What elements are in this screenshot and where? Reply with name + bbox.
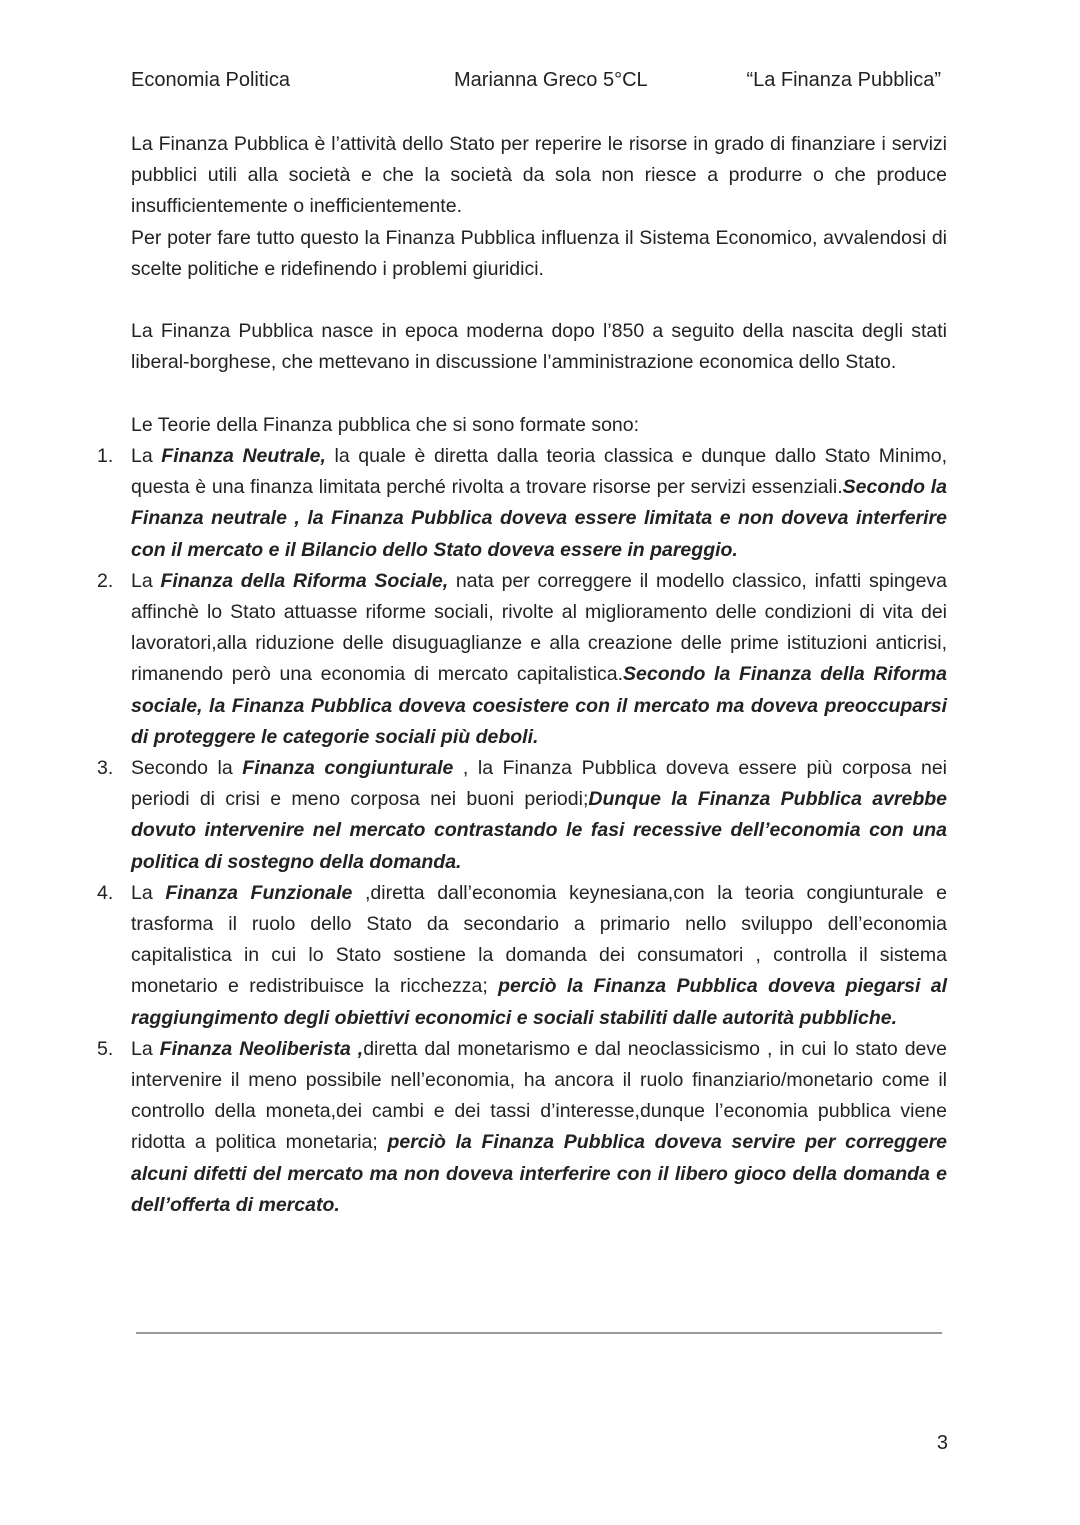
list-item — [97, 441, 948, 566]
list-item — [97, 878, 948, 1034]
list-item — [97, 566, 948, 753]
item-pre: La — [131, 569, 161, 592]
list-number: 3. — [97, 757, 114, 780]
header-author: Marianna Greco 5°CL — [454, 69, 648, 91]
theories-list — [97, 441, 948, 1221]
spacer — [131, 379, 947, 410]
list-number: 4. — [97, 881, 114, 904]
item-text: , la Finanza Pubblica doveva essere più corposa nei periodi di crisi e meno corposa nei buoni periodi; — [131, 757, 947, 811]
item-term: Finanza congiunturale — [242, 757, 454, 780]
list-number: 1. — [97, 445, 114, 467]
item-pre: Secondo la — [131, 757, 243, 780]
horizontal-divider — [136, 1332, 942, 1334]
item-emphasis: Secondo la Finanza neutrale , la Finanza Pubblica doveva essere limitata e non doveva interferire con il mercato e il Bilancio dello Stato doveva essere in pareggio. — [131, 476, 947, 561]
item-pre: La — [131, 445, 162, 467]
paragraph-origin: La Finanza Pubblica nasce in epoca moderna dopo l’850 a seguito della nascita degli stati liberal-borghese, che mettevano in discussione l’amministrazione economica dello Stato. — [131, 320, 947, 374]
item-pre: La — [131, 881, 166, 904]
item-term: Finanza Funzionale — [165, 881, 353, 904]
list-item — [97, 1034, 947, 1221]
item-emphasis: Dunque la Finanza Pubblica avrebbe dovuto intervenire nel mercato contrastando le fasi recessive dell’economia con una politica di sostegno della domanda. — [131, 788, 948, 873]
item-text: la quale è diretta dalla teoria classica e dunque dallo Stato Minimo, questa è una finanza limitata perché rivolta a trovare risorse per servizi essenziali. — [131, 445, 948, 499]
item-term: Finanza della Riforma Sociale, — [160, 569, 449, 592]
item-text: ,diretta dall’economia keynesiana,con la teoria congiunturale e trasforma il ruolo dello Stato da secondario a primario nello sviluppo dell’economia capitalistica in cui lo Stato sostiene la domanda dei consumatori , controlla il sistema monetario e redistribuisce la ricchezza; — [131, 881, 948, 998]
header-subject: Economia Politica — [131, 69, 290, 91]
header-title: “La Finanza Pubblica” — [746, 69, 941, 91]
item-term: Finanza Neoliberista , — [159, 1037, 364, 1060]
item-term: Finanza Neutrale, — [161, 445, 326, 467]
paragraph-influence: Per poter fare tutto questo la Finanza Pubblica influenza il Sistema Economico, avvalendosi di scelte politiche e ridefinendo i problemi giuridici. — [131, 226, 947, 280]
spacer — [131, 285, 947, 316]
item-emphasis: perciò la Finanza Pubblica doveva servire per correggere alcuni difetti del mercato ma non doveva interferire con il libero gioco della domanda e dell’offerta di mercato. — [131, 1131, 947, 1216]
list-item — [97, 753, 948, 878]
item-emphasis: perciò la Finanza Pubblica doveva piegarsi al raggiungimento degli obiettivi economici e sociali stabiliti dalle autorità pubbliche. — [131, 975, 947, 1029]
list-number: 2. — [97, 569, 114, 592]
item-emphasis: Secondo la Finanza della Riforma sociale, la Finanza Pubblica doveva coesistere con il mercato ma doveva preoccuparsi di proteggere le categorie sociali più deboli. — [131, 663, 947, 748]
page-number: 3 — [936, 1432, 948, 1454]
list-number: 5. — [97, 1037, 114, 1060]
item-pre: La — [131, 1037, 160, 1060]
document-body — [97, 129, 948, 1221]
item-text: nata per correggere il modello classico, infatti spingeva affinchè lo Stato attuasse riforme sociali, rivolte al miglioramento delle condizioni di vita dei lavoratori,alla riduzione delle disuguaglianze e alla creazione delle prime istituzioni anticrisi, rimanendo però una economia di mercato capitalistica. — [131, 569, 948, 686]
paragraph-definition: La Finanza Pubblica è l’attività dello Stato per reperire le risorse in grado di finanziare i servizi pubblici utili alla società e che la società da sola non riesce a produrre o che produce insufficientemente o inefficientemente. — [131, 133, 947, 218]
item-text: diretta dal monetarismo e dal neoclassicismo , in cui lo stato deve intervenire il meno possibile nell’economia, ha ancora il ruolo finanziario/monetario come il controllo della moneta,dei cambi e dei tassi d’interesse,dunque l’economia pubblica viene ridotta a politica monetaria; — [131, 1037, 947, 1154]
paragraph-theories-intro: Le Teorie della Finanza pubblica che si sono formate sono: — [131, 413, 640, 436]
